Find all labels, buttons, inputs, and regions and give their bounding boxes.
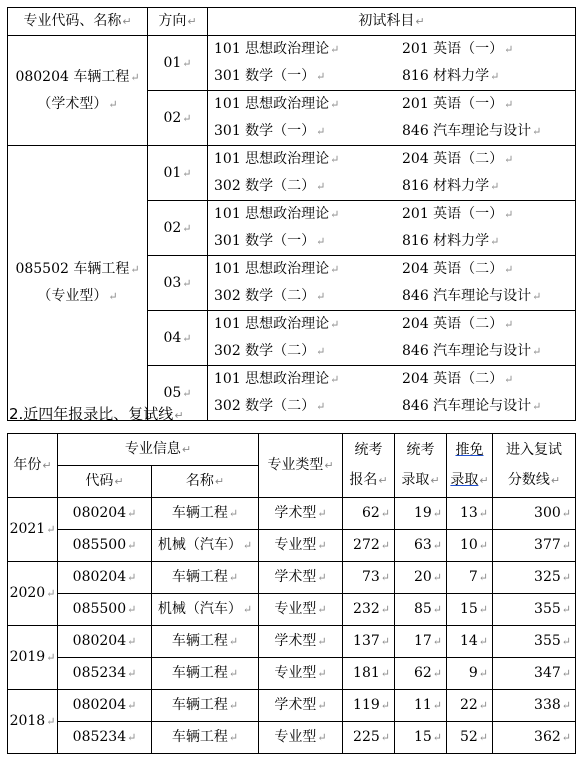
year-cell: 2018↵	[8, 690, 58, 754]
header-subjects: 初试科目↵	[208, 8, 576, 36]
score-cell: 377↵	[493, 530, 576, 562]
subjects-cell: 101 思想政治理论↵ 201 英语（一）↵ 301 数学（一）↵ 846 汽车理论与设计↵	[208, 91, 576, 146]
table-row	[8, 146, 576, 201]
direction-cell: 04↵	[148, 311, 208, 366]
subjects-cell: 101 思想政治理论↵ 201 英语（一）↵ 301 数学（一）↵ 816 材料力学↵	[208, 36, 576, 91]
exempt-cell: 10↵	[447, 530, 493, 562]
table-row	[8, 36, 576, 91]
apply-cell: 181↵	[343, 658, 395, 690]
type-cell: 学术型↵	[259, 498, 343, 530]
name-cell: 车辆工程↵	[152, 690, 259, 722]
name-cell: 机械（汽车）↵	[152, 594, 259, 626]
admit-cell: 62↵	[395, 658, 447, 690]
admit-cell: 20↵	[395, 562, 447, 594]
name-cell: 车辆工程↵	[152, 722, 259, 754]
score-cell: 355↵	[493, 594, 576, 626]
year-cell: 2021↵	[8, 498, 58, 562]
admit-cell: 85↵	[395, 594, 447, 626]
exempt-cell: 14↵	[447, 626, 493, 658]
name-cell: 车辆工程↵	[152, 562, 259, 594]
type-cell: 专业型↵	[259, 658, 343, 690]
type-cell: 专业型↵	[259, 530, 343, 562]
admit-cell: 17↵	[395, 626, 447, 658]
code-cell: 085500↵	[58, 530, 152, 562]
subjects-cell: 101 思想政治理论↵ 204 英语（二）↵ 302 数学（二）↵ 846 汽车理论与设计↵	[208, 366, 576, 421]
code-cell: 085234↵	[58, 658, 152, 690]
direction-cell: 03↵	[148, 256, 208, 311]
direction-cell: 01↵	[148, 146, 208, 201]
type-cell: 专业型↵	[259, 594, 343, 626]
header-code: 代码↵	[58, 466, 152, 498]
code-cell: 080204↵	[58, 562, 152, 594]
table-row	[8, 594, 576, 626]
type-cell: 学术型↵	[259, 690, 343, 722]
code-cell: 080204↵	[58, 498, 152, 530]
score-cell: 300↵	[493, 498, 576, 530]
code-cell: 085234↵	[58, 722, 152, 754]
header-exempt: 推免 录取↵	[447, 434, 493, 498]
code-cell: 080204↵	[58, 626, 152, 658]
year-cell: 2020↵	[8, 562, 58, 626]
header-type: 专业类型↵	[259, 434, 343, 498]
apply-cell: 232↵	[343, 594, 395, 626]
table-header-row	[8, 8, 576, 36]
name-cell: 车辆工程↵	[152, 498, 259, 530]
table-row	[8, 690, 576, 722]
table-header-row	[8, 434, 576, 466]
type-cell: 专业型↵	[259, 722, 343, 754]
admit-cell: 19↵	[395, 498, 447, 530]
major-cell: 080204 车辆工程↵ （学术型）↵	[8, 36, 148, 146]
apply-cell: 119↵	[343, 690, 395, 722]
name-cell: 机械（汽车）↵	[152, 530, 259, 562]
name-cell: 车辆工程↵	[152, 658, 259, 690]
table-row	[8, 722, 576, 754]
name-cell: 车辆工程↵	[152, 626, 259, 658]
direction-cell: 01↵	[148, 36, 208, 91]
table-row	[8, 658, 576, 690]
section-title: 2.近四年报录比、复试线↵	[9, 405, 184, 423]
exam-subjects-table	[7, 7, 576, 421]
header-info: 专业信息↵	[58, 434, 259, 466]
score-cell: 347↵	[493, 658, 576, 690]
subjects-cell: 101 思想政治理论↵ 201 英语（一）↵ 301 数学（一）↵ 816 材料力学↵	[208, 201, 576, 256]
direction-cell: 05↵	[148, 366, 208, 421]
apply-cell: 73↵	[343, 562, 395, 594]
exempt-cell: 22↵	[447, 690, 493, 722]
score-cell: 338↵	[493, 690, 576, 722]
type-cell: 学术型↵	[259, 626, 343, 658]
score-cell: 362↵	[493, 722, 576, 754]
apply-cell: 225↵	[343, 722, 395, 754]
header-year: 年份↵	[8, 434, 58, 498]
subjects-cell: 101 思想政治理论↵ 204 英语（二）↵ 302 数学（二）↵ 846 汽车理论与设计↵	[208, 256, 576, 311]
score-cell: 325↵	[493, 562, 576, 594]
major-cell: 085502 车辆工程↵ （专业型）↵	[8, 146, 148, 421]
header-apply: 统考 报名↵	[343, 434, 395, 498]
header-name: 名称↵	[152, 466, 259, 498]
exempt-cell: 7↵	[447, 562, 493, 594]
table-row	[8, 562, 576, 594]
direction-cell: 02↵	[148, 91, 208, 146]
exempt-cell: 13↵	[447, 498, 493, 530]
admit-cell: 15↵	[395, 722, 447, 754]
header-direction: 方向↵	[148, 8, 208, 36]
header-admit: 统考 录取↵	[395, 434, 447, 498]
code-cell: 085500↵	[58, 594, 152, 626]
admit-cell: 11↵	[395, 690, 447, 722]
exempt-cell: 52↵	[447, 722, 493, 754]
score-cell: 355↵	[493, 626, 576, 658]
table-row	[8, 498, 576, 530]
exempt-cell: 9↵	[447, 658, 493, 690]
apply-cell: 137↵	[343, 626, 395, 658]
header-score: 进入复试 分数线↵	[493, 434, 576, 498]
apply-cell: 62↵	[343, 498, 395, 530]
apply-cell: 272↵	[343, 530, 395, 562]
table-row	[8, 626, 576, 658]
header-major: 专业代码、名称↵	[8, 8, 148, 36]
direction-cell: 02↵	[148, 201, 208, 256]
year-cell: 2019↵	[8, 626, 58, 690]
code-cell: 080204↵	[58, 690, 152, 722]
exempt-cell: 15↵	[447, 594, 493, 626]
type-cell: 学术型↵	[259, 562, 343, 594]
subjects-cell: 101 思想政治理论↵ 204 英语（二）↵ 302 数学（二）↵ 846 汽车理论与设计↵	[208, 311, 576, 366]
admit-cell: 63↵	[395, 530, 447, 562]
admission-stats-table	[7, 433, 576, 754]
subjects-cell: 101 思想政治理论↵ 204 英语（二）↵ 302 数学（二）↵ 816 材料力学↵	[208, 146, 576, 201]
table-row	[8, 530, 576, 562]
